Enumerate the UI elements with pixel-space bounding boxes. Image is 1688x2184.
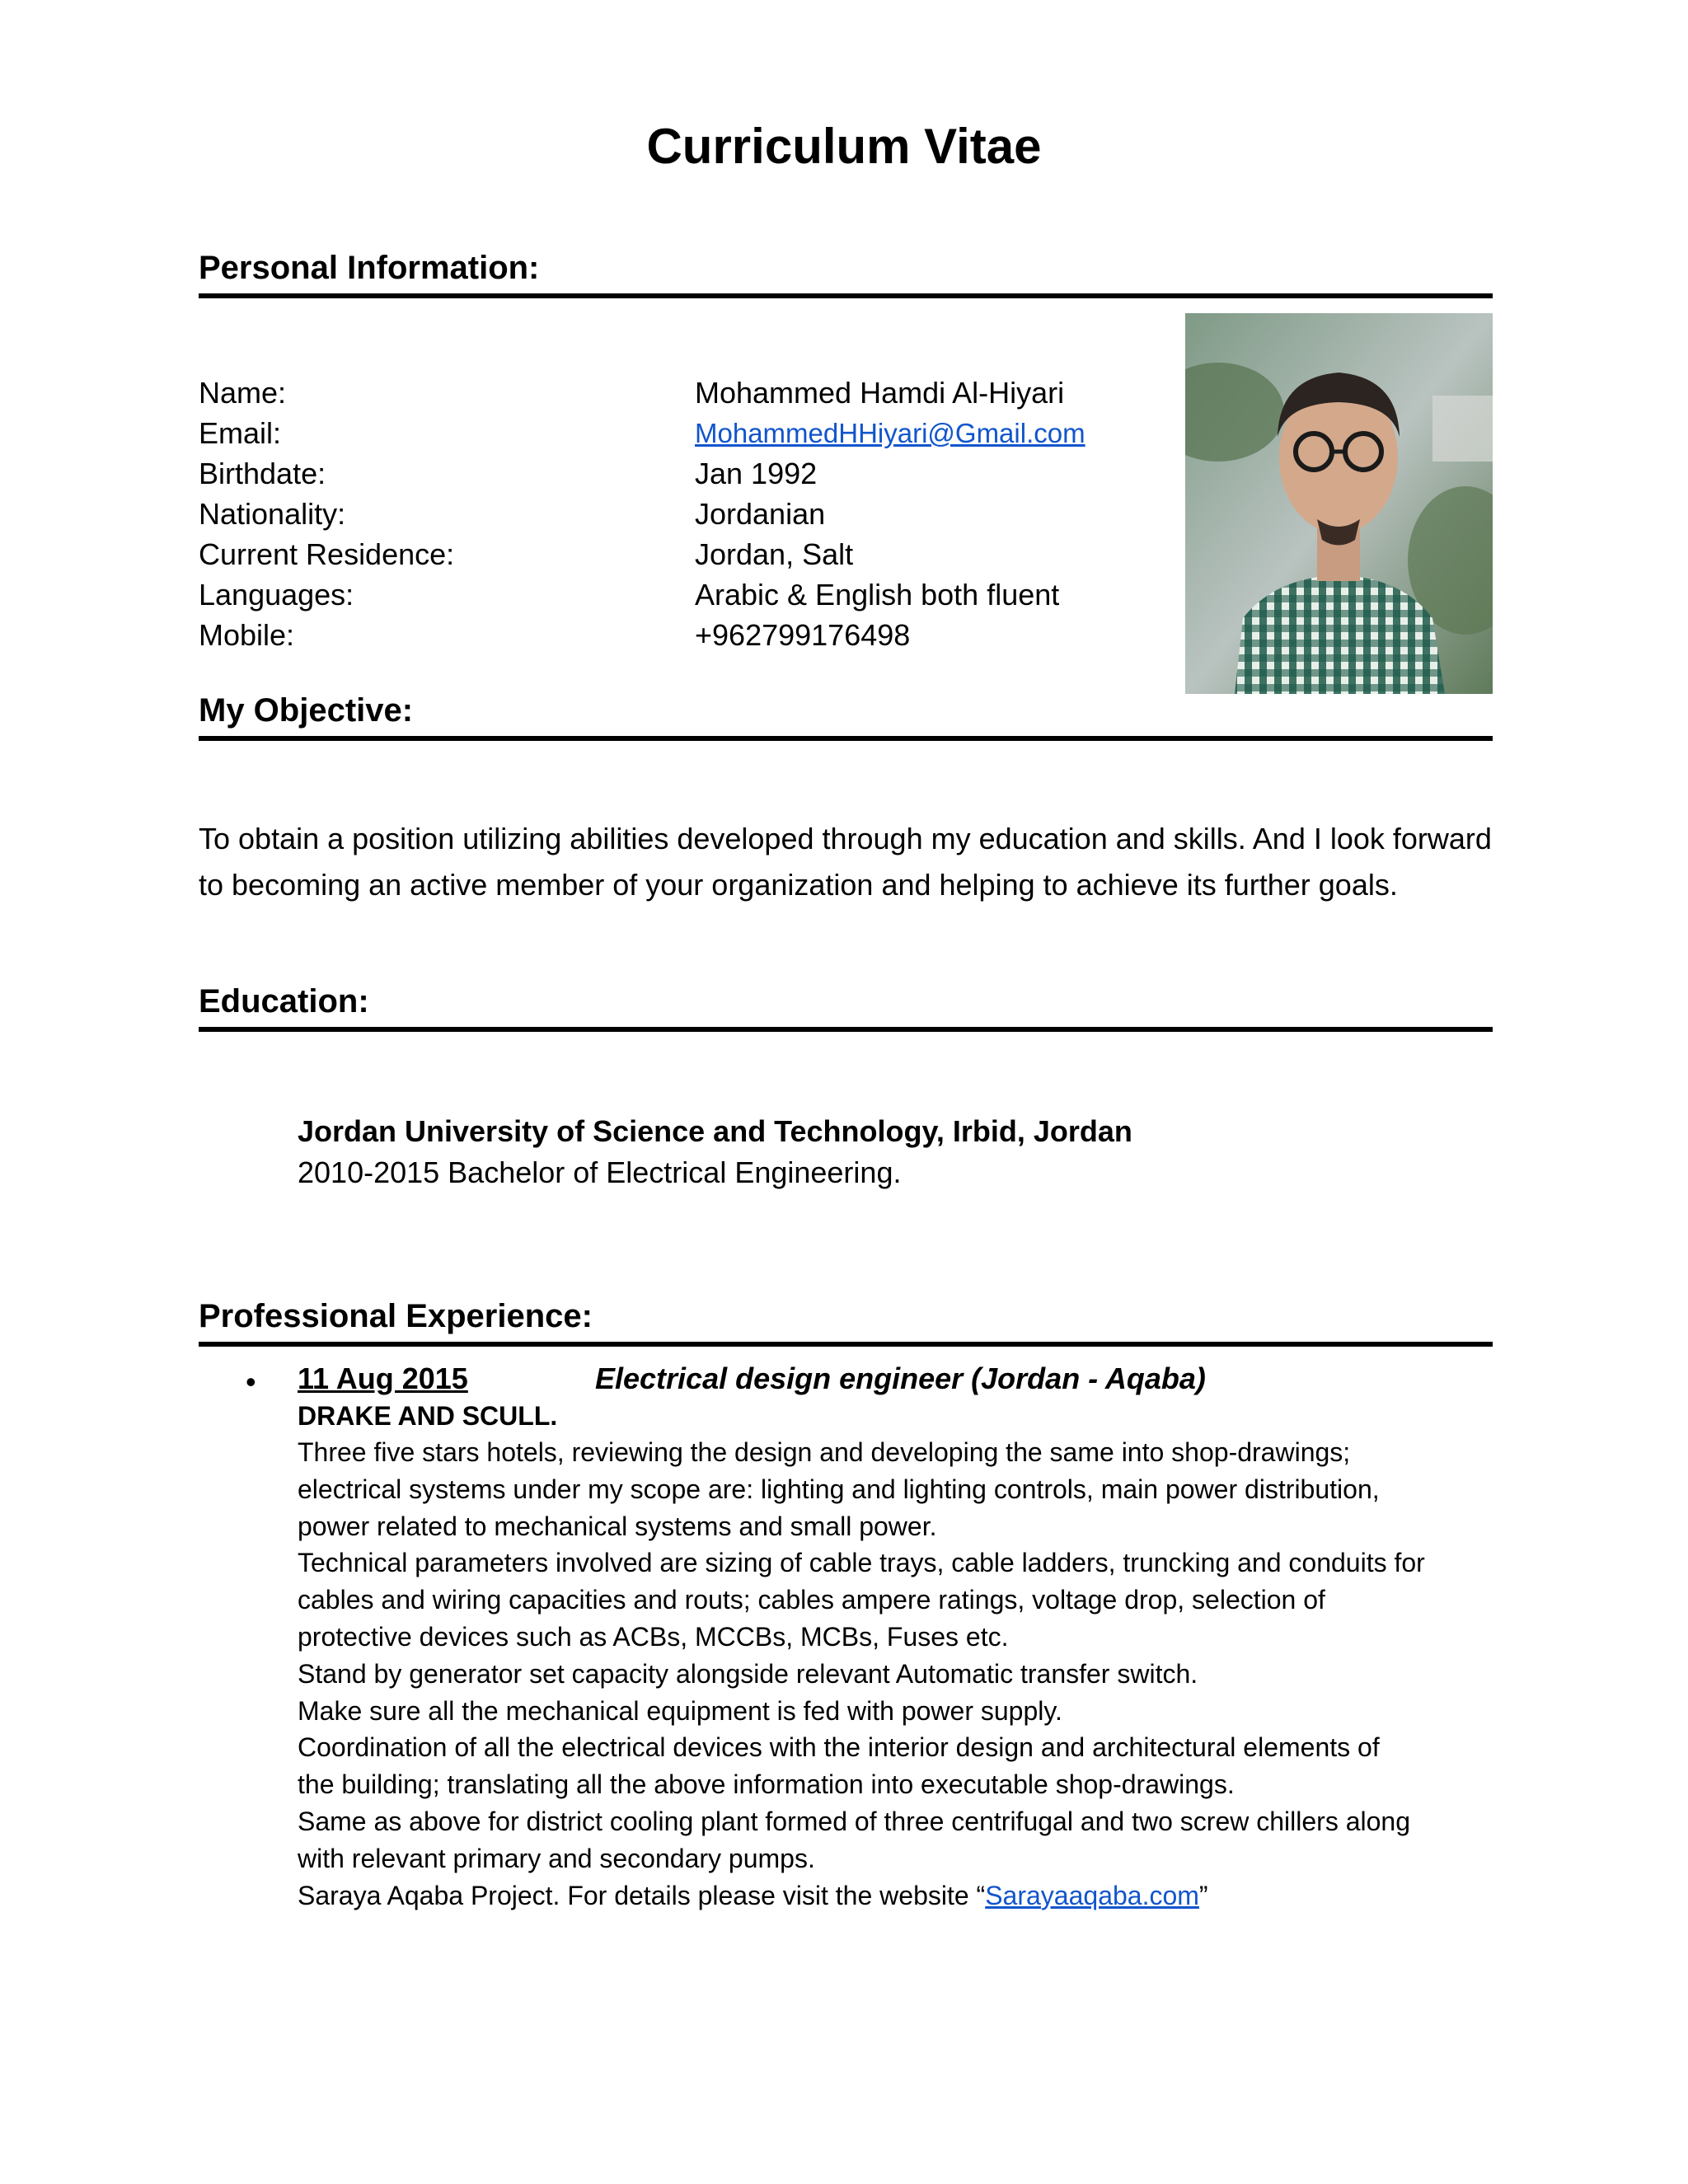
info-row-mobile (199, 615, 1146, 655)
info-label: Mobile: (199, 618, 295, 652)
info-value: Jan 1992 (695, 457, 818, 490)
job-description (298, 1434, 1501, 1914)
job-line: electrical systems under my scope are: lighting and lighting controls, main power distribution, (298, 1474, 1380, 1504)
info-value: Jordanian (695, 497, 826, 531)
job-line: Make sure all the mechanical equipment is fed with power supply. (298, 1695, 1062, 1726)
objective-text: To obtain a position utilizing abilities developed through my education and skills. And I look forward to becoming an active member of your organization and helping to achieve its further goals. (199, 822, 1492, 902)
info-row-name (199, 373, 1146, 413)
job-date: 11 Aug 2015 (298, 1361, 468, 1395)
final-suffix: ” (1198, 1880, 1208, 1910)
job-line: Same as above for district cooling plant formed of three centrifugal and two screw chillers along (298, 1806, 1411, 1836)
job-line: Stand by generator set capacity alongside relevant Automatic transfer switch. (298, 1658, 1198, 1689)
personal-info-heading: Personal Information: (199, 247, 1493, 298)
website-link[interactable]: Sarayaaqaba.com (985, 1880, 1199, 1910)
job-line: cables and wiring capacities and routs; cables ampere ratings, voltage drop, selection of (298, 1585, 1325, 1615)
info-label: Birthdate: (199, 457, 326, 490)
job-line: Coordination of all the electrical devices with the interior design and architectural elements of (298, 1732, 1380, 1763)
job-line: with relevant primary and secondary pumps. (298, 1843, 815, 1873)
info-label: Nationality: (199, 497, 346, 531)
info-value: +962799176498 (695, 618, 911, 652)
info-label: Current Residence: (199, 537, 455, 571)
info-label: Name: (199, 376, 287, 410)
info-value: Jordan, Salt (695, 537, 854, 571)
job-line: power related to mechanical systems and small power. (298, 1511, 937, 1541)
job-title: Electrical design engineer (Jordan - Aqaba) (595, 1361, 1206, 1395)
info-row-nationality (199, 494, 1146, 534)
info-value: Mohammed Hamdi Al-Hiyari (695, 376, 1065, 410)
info-row-languages (199, 574, 1146, 615)
education-school: Jordan University of Science and Technology, Irbid, Jordan (298, 1114, 1132, 1148)
job-line-final (298, 1877, 1501, 1915)
info-row-email (199, 413, 1146, 453)
email-link[interactable]: MohammedHHiyari@Gmail.com (695, 418, 1085, 448)
profile-photo (1185, 313, 1493, 694)
info-label: Languages: (199, 578, 354, 612)
document-title: Curriculum Vitae (646, 119, 1042, 174)
objective-heading: My Objective: (199, 690, 1493, 741)
job-line: Technical parameters involved are sizing of cable trays, cable ladders, truncking and conduits for (298, 1548, 1425, 1578)
job-line: Three five stars hotels, reviewing the design and developing the same into shop-drawings; (298, 1437, 1351, 1467)
final-prefix: Saraya Aqaba Project. For details please visit the website “ (298, 1880, 986, 1910)
info-row-residence (199, 534, 1146, 574)
job-company: DRAKE AND SCULL. (298, 1401, 558, 1431)
job-line: protective devices such as ACBs, MCCBs, MCBs, Fuses etc. (298, 1621, 1009, 1652)
info-value: Arabic & English both fluent (695, 578, 1060, 612)
job-line: the building; translating all the above information into executable shop-drawings. (298, 1769, 1235, 1800)
experience-heading: Professional Experience: (199, 1296, 1493, 1347)
education-degree: 2010-2015 Bachelor of Electrical Engineering. (298, 1155, 902, 1189)
education-heading: Education: (199, 981, 1493, 1032)
info-label: Email: (199, 416, 282, 450)
bullet-marker: • (246, 1365, 256, 1399)
info-row-birthdate (199, 453, 1146, 494)
